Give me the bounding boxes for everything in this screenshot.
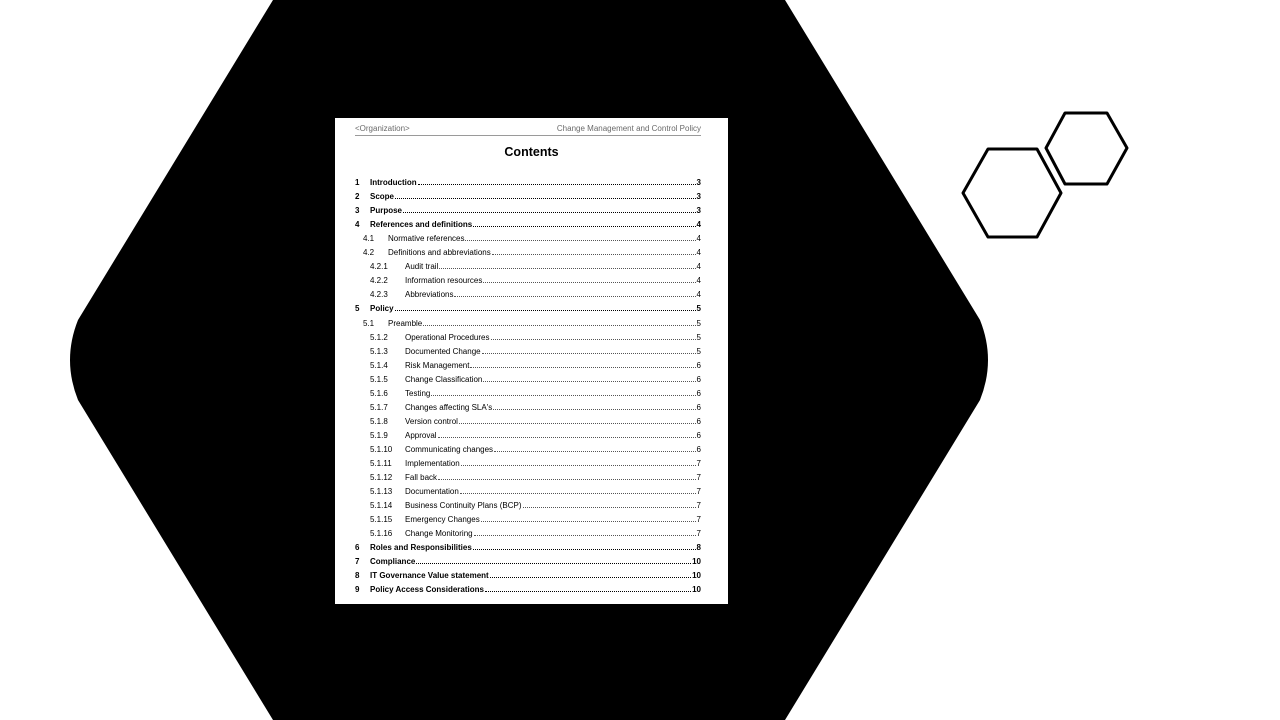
toc-entry-label: Policy Access Considerations [370,585,484,595]
toc-entry-row [405,444,701,456]
toc-dot-leader [461,464,696,466]
toc-dot-leader [418,183,696,185]
toc-entry-number: 4.2.3 [370,290,388,300]
toc-entry-number: 5.1.12 [370,473,393,483]
header-organization: <Organization> [355,124,410,133]
toc-entry-number: 4.2.1 [370,262,388,272]
toc-dot-leader [416,562,691,564]
toc-entry-row [405,430,701,442]
toc-dot-leader [490,576,691,578]
toc-entry-label: Change Classification [405,374,483,384]
toc-entry[interactable] [335,374,728,386]
toc-entry-label: Purpose [370,206,403,216]
toc-entry-label: Version control [405,416,458,426]
toc-entry-label: Fall back [405,473,438,483]
toc-entry-page: 10 [692,557,701,567]
toc-entry[interactable] [335,486,728,498]
toc-dot-leader [493,408,695,410]
toc-entry-row [405,472,701,484]
toc-entry-row [405,289,701,301]
toc-entry-page: 5 [696,318,701,328]
toc-dot-leader [423,324,695,326]
toc-entry-label: Audit trail [405,262,439,272]
toc-entry-label: Definitions and abbreviations [388,248,491,258]
toc-entry-label: Abbreviations [405,290,454,300]
toc-entry[interactable] [335,472,728,484]
toc-entry-number: 5.1.15 [370,515,393,525]
toc-entry-number: 5.1 [363,318,375,328]
toc-entry-number: 3 [355,206,360,216]
toc-entry-label: IT Governance Value statement [370,571,489,581]
toc-dot-leader [470,366,695,368]
toc-entry-row [405,388,701,400]
toc-entry-page: 7 [696,515,701,525]
toc-dot-leader [465,239,695,241]
document-header [355,123,701,136]
toc-dot-leader [473,548,696,550]
toc-entry-number: 5 [355,304,360,314]
toc-entry-number: 4.2.2 [370,276,388,286]
toc-entry-page: 8 [696,543,701,553]
toc-entry-page: 4 [696,248,701,258]
toc-entry-row [405,374,701,386]
toc-entry-label: Documentation [405,487,459,497]
toc-entry-label: Preamble [388,318,423,328]
toc-entry-label: Introduction [370,178,417,187]
toc-entry-number: 5.1.6 [370,388,388,398]
toc-dot-leader [459,422,696,424]
toc-dot-leader [485,590,691,592]
toc-entry-row [370,303,701,315]
toc-entry-number: 5.1.3 [370,346,388,356]
toc-entry-number: 7 [355,557,360,567]
toc-entry-number: 6 [355,543,360,553]
toc-dot-leader [483,281,695,283]
toc-entry-label: Scope [370,192,395,202]
toc-entry-row [405,500,701,512]
toc-entry-label: Business Continuity Plans (BCP) [405,501,522,511]
toc-entry[interactable] [335,275,728,287]
toc-dot-leader [483,380,695,382]
toc-dot-leader [439,267,695,269]
toc-dot-leader [454,295,695,297]
toc-entry-row [370,191,701,203]
toc-entry-page: 4 [696,234,701,244]
toc-entry[interactable] [335,584,728,596]
toc-entry-number: 4.2 [363,248,375,258]
toc-entry[interactable] [335,402,728,414]
toc-entry-label: Policy [370,304,394,314]
toc-entry-number: 8 [355,571,360,581]
toc-entry-row [405,360,701,372]
toc-entry-number: 5.1.9 [370,430,388,440]
toc-dot-leader [395,197,696,199]
toc-entry[interactable] [335,332,728,344]
toc-entry-row [370,177,701,189]
toc-dot-leader [491,338,696,340]
toc-entry-label: Roles and Responsibilities [370,543,472,553]
toc-entry[interactable] [335,542,728,554]
toc-entry-row [370,219,701,231]
toc-dot-leader [482,352,696,354]
toc-entry-label: Operational Procedures [405,332,490,342]
toc-entry-page: 7 [696,459,701,468]
toc-entry-number: 5.1.7 [370,402,388,412]
toc-entry-label: Approval [405,430,437,440]
toc-entry-label: Information resources [405,276,483,286]
toc-entry-page: 4 [696,276,701,286]
toc-entry[interactable] [335,303,728,315]
toc-entry[interactable] [335,261,728,273]
toc-entry-page: 6 [696,360,701,370]
toc-dot-leader [438,436,696,438]
toc-entry-page: 5 [696,304,701,314]
toc-entry-number: 2 [355,192,360,202]
toc-dot-leader [474,534,696,536]
toc-entry-row [370,542,701,554]
toc-entry-number: 5.1.10 [370,444,393,454]
toc-entry-page: 6 [696,388,701,398]
toc-entry-row [388,233,701,245]
toc-entry-label: Implementation [405,459,460,468]
toc-entry-number: 5.1.16 [370,529,393,539]
toc-entry-label: Emergency Changes [405,515,480,525]
toc-entry[interactable] [335,177,728,189]
toc-entry-page: 6 [696,444,701,454]
toc-entry-number: 1 [355,178,360,187]
toc-dot-leader [431,394,695,396]
toc-dot-leader [460,492,696,494]
toc-entry-page: 7 [696,487,701,497]
toc-entry-row [405,261,701,273]
toc-entry[interactable] [335,416,728,428]
toc-entry-row [405,458,701,470]
toc-entry-row [405,528,701,540]
toc-entry-number: 5.1.2 [370,332,388,342]
toc-entry-label: Communicating changes [405,444,494,454]
toc-entry-page: 3 [696,178,701,187]
toc-entry[interactable] [335,500,728,512]
toc-entry-number: 5.1.5 [370,374,388,384]
toc-entry-number: 5.1.13 [370,487,393,497]
toc-entry[interactable] [335,570,728,582]
toc-entry[interactable] [335,360,728,372]
toc-entry-label: Changes affecting SLA's [405,402,493,412]
toc-entry-row [405,514,701,526]
toc-entry-row [405,402,701,414]
toc-dot-leader [395,309,696,311]
toc-entry-label: Risk Management [405,360,470,370]
toc-title: Contents [504,145,559,159]
toc-entry-label: Normative references [388,234,465,244]
toc-entry-row [405,486,701,498]
toc-entry[interactable] [335,318,728,330]
toc-entry[interactable] [335,458,728,470]
toc-entry-number: 5.1.4 [370,360,388,370]
toc-entry-number: 5.1.8 [370,416,388,426]
toc-entry-row [370,556,701,568]
large-hexagon-outline [963,149,1061,237]
toc-entry-page: 6 [696,374,701,384]
toc-entry-page: 7 [696,501,701,511]
toc-entry-label: Change Monitoring [405,529,473,539]
toc-entry-page: 3 [696,206,701,216]
toc-dot-leader [492,253,696,255]
toc-entry-row [405,332,701,344]
toc-entry[interactable] [335,233,728,245]
toc-entry-page: 4 [696,290,701,300]
toc-entry-label: Testing [405,388,431,398]
toc-entry[interactable] [335,514,728,526]
toc-entry-page: 7 [696,473,701,483]
toc-entry[interactable] [335,247,728,259]
toc-dot-leader [523,506,696,508]
toc-entry-row [388,247,701,259]
toc-entry-page: 4 [696,220,701,230]
header-policy-title: Change Management and Control Policy [556,124,701,133]
toc-entry-page: 4 [696,262,701,272]
toc-entry-page: 7 [696,529,701,539]
toc-entry-number: 4.1 [363,234,375,244]
toc-entry[interactable] [335,191,728,203]
toc-entry-row [370,570,701,582]
toc-entry-page: 6 [696,430,701,440]
toc-entry-row [405,275,701,287]
toc-entry-page: 3 [696,192,701,202]
toc-entry-number: 5.1.14 [370,501,393,511]
toc-dot-leader [494,450,696,452]
toc-entry-page: 10 [692,585,701,595]
toc-entry[interactable] [335,388,728,400]
toc-entry[interactable] [335,444,728,456]
toc-entry[interactable] [335,219,728,231]
toc-entry-page: 6 [696,402,701,412]
toc-entry-page: 6 [696,416,701,426]
toc-entry[interactable] [335,289,728,301]
toc-entry-row [405,346,701,358]
document-page [335,118,728,604]
toc-dot-leader [473,225,695,227]
toc-entry-page: 5 [696,332,701,342]
toc-entry-row [370,584,701,596]
toc-entry[interactable] [335,346,728,358]
toc-entry-number: 5.1.11 [370,459,392,468]
toc-entry-row [370,205,701,217]
toc-entry[interactable] [335,556,728,568]
toc-dot-leader [403,211,696,213]
small-hexagon-outline [1046,113,1127,184]
toc-entry[interactable] [335,430,728,442]
toc-entry[interactable] [335,205,728,217]
toc-entry-row [405,416,701,428]
toc-entry-label: References and definitions [370,220,473,230]
toc-dot-leader [481,520,696,522]
toc-entry-label: Documented Change [405,346,481,356]
toc-entry-page: 5 [696,346,701,356]
toc-entry-label: Compliance [370,557,416,567]
toc-entry-row [388,318,701,330]
toc-entry-number: 9 [355,585,360,595]
toc-dot-leader [438,478,696,480]
toc-entry-page: 10 [692,571,701,581]
toc-entry[interactable] [335,528,728,540]
toc-entry-number: 4 [355,220,360,230]
